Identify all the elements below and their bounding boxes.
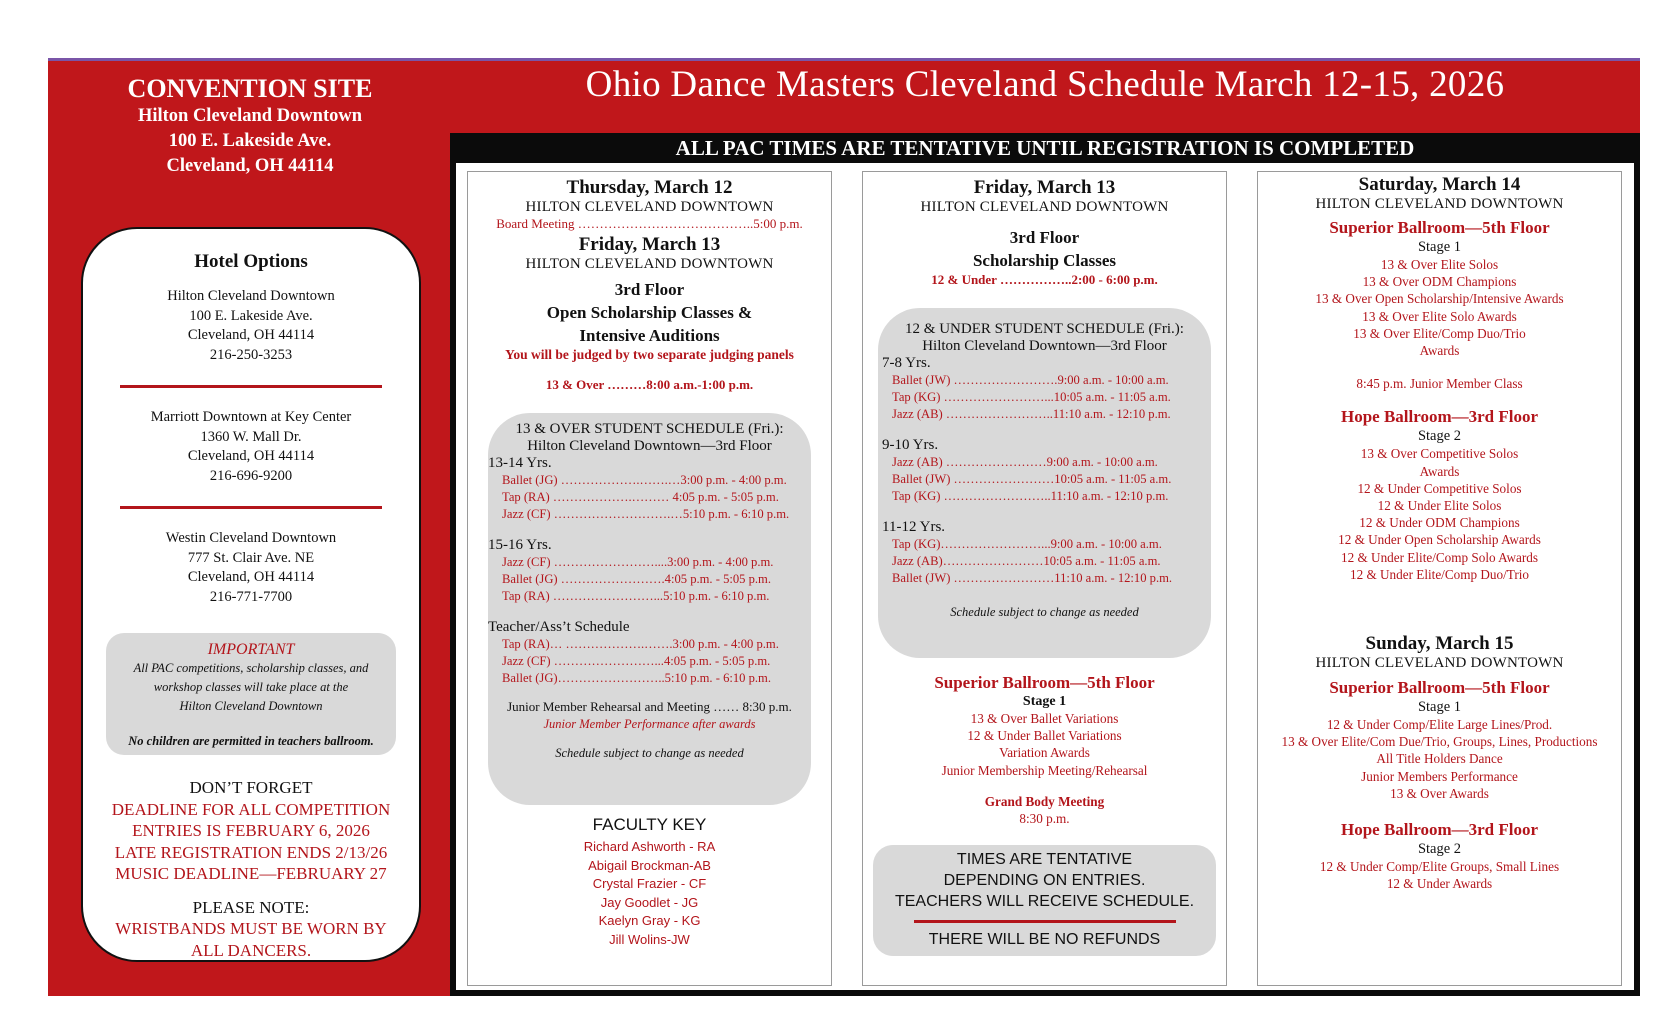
event-item: 13 & Over Elite Solos [1380,257,1499,272]
event-item: 12 & Under Open Scholarship Awards [1338,532,1541,548]
ballroom-heading: Superior Ballroom—5th Floor [1329,218,1550,237]
convention-site [60,74,440,179]
schedule-venue: Hilton Cleveland Downtown—3rd Floor [527,438,772,454]
dont-forget-heading: DON’T FORGET [189,778,313,797]
ballroom-heading: Superior Ballroom—5th Floor [934,673,1155,692]
class-row: Tap (RA) ……………….……… 4:05 p.m. - 5:05 p.m. [502,490,779,504]
event-item: 12 & Under ODM Champions [1359,515,1520,531]
class-row: Ballet (JG) ……………….…….…3:00 p.m. - 4:00 p.m. [502,473,787,487]
event-item: 13 & Over Elite/Comp Duo/Trio [1353,325,1526,341]
hotel-phone: 216-771-7700 [209,588,293,605]
site-street: 100 E. Lakeside Ave. [168,131,332,151]
deadline-line: LATE REGISTRATION ENDS 2/13/26 [114,842,388,862]
floor-heading: 3rd Floor [614,280,685,299]
please-note-heading: PLEASE NOTE: [192,897,310,917]
hotel-phone: 216-696-9200 [209,467,293,484]
venue: HILTON CLEVELAND DOWNTOWN [525,199,774,215]
judging-note: You will be judged by two separate judging panels [505,347,794,362]
class-row: Jazz (CF) ……………………….…5:10 p.m. - 6:10 p.m. [502,507,790,521]
faculty-member: Jill Wolins-JW [609,931,690,947]
hotel-city: Cleveland, OH 44114 [187,569,315,585]
hotel-options-title: Hotel Options [194,251,308,272]
venue: HILTON CLEVELAND DOWNTOWN [1315,655,1564,672]
event-item: 13 & Over Elite/Com Due/Trio, Groups, Lines, Productions [1281,734,1598,750]
wristband-line: WRISTBANDS MUST BE WORN BY [115,919,387,938]
day-heading: Sunday, March 15 [1365,633,1514,655]
page-title: Ohio Dance Masters Cleveland Schedule March 12-15, 2026 [585,64,1505,105]
convention-site-heading: CONVENTION SITE [127,74,373,103]
no-refunds-notice: THERE WILL BE NO REFUNDS [928,931,1161,949]
hotel-street: 1360 W. Mall Dr. [200,428,302,445]
event-item: 13 & Over Ballet Variations [970,711,1119,726]
schedule-subject-note: Schedule subject to change as needed [950,605,1139,619]
class-row: Jazz (CF) ……………………...4:05 p.m. - 5:05 p.m. [502,654,771,668]
over-13-time: 13 & Over ………8:00 a.m.-1:00 p.m. [545,377,754,392]
stage-label: Stage 1 [1417,699,1462,716]
event-item: 12 & Under Ballet Variations [967,728,1122,744]
hotel-city: Cleveland, OH 44114 [187,448,315,464]
event-item: 13 & Over Elite Solo Awards [1362,308,1517,324]
class-row: Ballet (JW) ……………………10:05 a.m. - 11:05 a.m. [892,472,1172,486]
event-item: Variation Awards [999,745,1090,761]
class-row: Jazz (AB) ……………………..11:10 a.m. - 12:10 p.m. [892,407,1171,421]
class-row: Tap (RA) ……………………...5:10 p.m. - 6:10 p.m. [502,589,770,603]
ballroom-heading: Hope Ballroom—3rd Floor [1340,820,1539,840]
class-row: Ballet (JG) …………………….4:05 p.m. - 5:05 p.m. [502,572,772,586]
class-row: Tap (KG) ……………………...10:05 a.m. - 11:05 a.m. [892,390,1171,404]
age-group: 15-16 Yrs. [488,537,552,553]
tentative-line: TIMES ARE TENTATIVE [956,851,1133,869]
hotel-name: Westin Cleveland Downtown [165,530,337,546]
faculty-key-title: FACULTY KEY [592,815,707,834]
event-item: 12 & Under Awards [1386,876,1493,892]
important-line: workshop classes will take place at the [153,680,349,694]
schedule-subject-note: Schedule subject to change as needed [555,746,744,760]
hotel-phone: 216-250-3253 [209,346,293,363]
grand-body-meeting: Grand Body Meeting [984,793,1105,809]
age-group: 11-12 Yrs. [882,519,946,535]
class-row: Jazz (CF) ……………………....3:00 p.m. - 4:00 p.m. [502,555,774,569]
class-row: Ballet (JG)……………………..5:10 p.m. - 6:10 p.m. [502,671,772,685]
day-heading: Friday, March 13 [578,234,721,255]
student-schedule-12-under [878,308,1211,658]
site-name: Hilton Cleveland Downtown [137,106,363,126]
junior-performance-note: Junior Member Performance after awards [543,717,756,731]
faculty-member: Jay Goodlet - JG [600,894,699,910]
schedule-venue: Hilton Cleveland Downtown—3rd Floor [922,338,1167,354]
board-meeting: Board Meeting …………………………………..5:00 p.m. [496,216,803,231]
divider [120,506,382,509]
stage-label: Stage 2 [1417,841,1462,858]
age-group: 7-8 Yrs. [882,355,931,371]
age-group: Teacher/Ass’t Schedule [488,619,630,635]
event-item: 13 & Over Competitive Solos [1360,446,1519,462]
hotel-name: Marriott Downtown at Key Center [150,409,352,425]
day-heading: Saturday, March 14 [1358,174,1521,195]
event-item: Awards [1419,463,1460,479]
wristband-line: ALL DANCERS. [190,940,312,960]
tentative-banner: ALL PAC TIMES ARE TENTATIVE UNTIL REGISTRATION IS COMPLETED [675,136,1415,160]
hotel-option [83,529,419,607]
stage-label: Stage 2 [1417,428,1462,445]
tentative-line: TEACHERS WILL RECEIVE SCHEDULE. [894,893,1195,911]
stage-label: Stage 1 [1022,694,1067,709]
hotel-street: 777 St. Clair Ave. NE [187,549,315,566]
event-item: All Title Holders Dance [1376,751,1503,767]
event-item: 12 & Under Competitive Solos [1357,480,1522,496]
class-row: Jazz (AB)……………………10:05 a.m. - 11:05 a.m. [892,554,1161,568]
event-item: Junior Members Performance [1361,768,1518,784]
important-title: IMPORTANT [207,641,295,658]
event-item: Awards [1419,343,1460,359]
grand-body-time: 8:30 p.m. [1019,811,1070,827]
deadline-line: MUSIC DEADLINE—FEBRUARY 27 [115,864,387,883]
class-row: Tap (KG) ……………………..11:10 a.m. - 12:10 p.m. [892,489,1169,503]
schedule-title: 12 & UNDER STUDENT SCHEDULE (Fri.): [905,321,1184,337]
event-item: 12 & Under Comp/Elite Large Lines/Prod. [1326,717,1553,733]
floor-heading: 3rd Floor [1009,228,1080,247]
divider [914,920,1176,923]
divider [120,385,382,388]
faculty-member: Crystal Frazier - CF [592,876,707,891]
class-row: Ballet (JW) …………………….9:00 a.m. - 10:00 a.m. [892,373,1169,387]
ballroom-heading: Hope Ballroom—3rd Floor [1340,407,1539,427]
event-item: 13 & Over Open Scholarship/Intensive Awards [1315,291,1564,307]
faculty-member: Richard Ashworth - RA [583,839,716,854]
important-line: All PAC competitions, scholarship classes, and [133,661,369,675]
tentative-line: DEPENDING ON ENTRIES. [943,872,1146,890]
site-city: Cleveland, OH 44114 [166,156,334,176]
schedule-title: 13 & OVER STUDENT SCHEDULE (Fri.): [515,421,784,437]
column-friday [862,171,1227,986]
deadline-line: DEADLINE FOR ALL COMPETITION [111,799,391,819]
day-heading: Friday, March 13 [973,177,1116,198]
age-group: 13-14 Yrs. [488,455,552,471]
day-heading: Thursday, March 12 [566,177,733,198]
tentative-notice [873,845,1216,956]
student-schedule-13-over [488,413,811,805]
event-item: 12 & Under Elite/Comp Solo Awards [1341,549,1538,565]
event-item: 12 & Under Comp/Elite Groups, Small Lines [1319,859,1560,875]
hotel-city: Cleveland, OH 44114 [187,327,315,343]
event-item: 13 & Over Awards [1390,785,1489,801]
class-row: Tap (KG)……………………...9:00 a.m. - 10:00 a.m. [892,537,1162,551]
event-item: 12 & Under Elite/Comp Duo/Trio [1349,566,1529,582]
class-row: Ballet (JW) ……………………11:10 a.m. - 12:10 p.m. [892,571,1173,585]
event-item: Junior Membership Meeting/Rehearsal [941,762,1148,778]
deadline-line: ENTRIES IS FEBRUARY 6, 2026 [132,821,370,840]
hotel-option [83,287,419,365]
age-group: 9-10 Yrs. [882,437,939,453]
column-saturday-sunday [1257,171,1622,986]
venue: HILTON CLEVELAND DOWNTOWN [920,199,1169,215]
important-line: Hilton Cleveland Downtown [179,699,323,713]
classes-heading: Intensive Auditions [579,326,720,345]
ballroom-heading: Superior Ballroom—5th Floor [1329,678,1550,698]
hotel-name: Hilton Cleveland Downtown [167,288,335,304]
junior-class: 8:45 p.m. Junior Member Class [1356,376,1523,392]
venue: HILTON CLEVELAND DOWNTOWN [1315,196,1564,212]
under-12-time: 12 & Under ……………..2:00 - 6:00 p.m. [931,272,1158,287]
class-row: Tap (RA)… ……………….…….3:00 p.m. - 4:00 p.m. [502,637,779,651]
venue: HILTON CLEVELAND DOWNTOWN [525,256,774,272]
event-item: 12 & Under Elite Solos [1377,498,1502,514]
faculty-member: Abigail Brockman-AB [588,857,711,873]
no-children-note: No children are permitted in teachers ballroom. [128,734,374,748]
faculty-member: Kaelyn Gray - KG [598,913,701,928]
class-row: Jazz (AB) ……………………9:00 a.m. - 10:00 a.m. [892,455,1158,469]
hotel-option [83,408,419,486]
important-box [106,633,396,755]
event-item: 13 & Over ODM Champions [1362,274,1517,290]
column-thursday-friday [467,171,832,986]
classes-heading: Open Scholarship Classes & [546,303,753,322]
classes-heading: Scholarship Classes [972,251,1117,270]
junior-rehearsal: Junior Member Rehearsal and Meeting …… 8:30 p.m. [507,699,792,714]
hotel-options-card [81,227,421,962]
stage-label: Stage 1 [1417,239,1462,255]
hotel-street: 100 E. Lakeside Ave. [189,307,313,324]
